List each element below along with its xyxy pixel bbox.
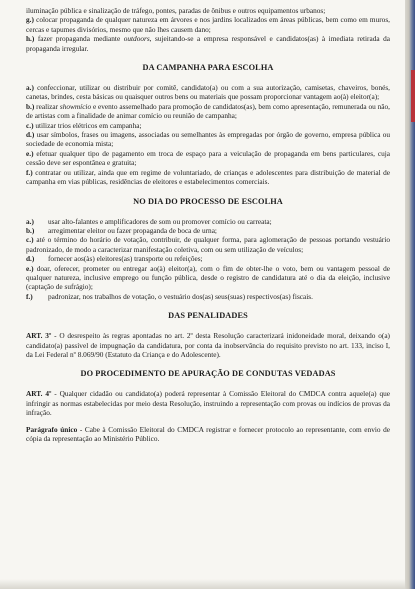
item-text: utilizar trios elétricos em campanha; <box>35 120 142 130</box>
dia-item-e <box>26 264 390 292</box>
dia-item-f <box>26 292 390 301</box>
item-label: d.) <box>26 130 35 140</box>
item-label: g.) <box>26 15 34 25</box>
article-4 <box>26 389 390 417</box>
document-body <box>26 6 390 443</box>
campanha-item-f <box>26 168 390 187</box>
item-text: usar alto-falantes e amplificadores de som ou promover comício ou carreata; <box>48 216 272 226</box>
item-label: h.) <box>26 34 35 44</box>
paragraph-label: Parágrafo único <box>26 424 78 434</box>
dia-item-b <box>26 226 390 235</box>
article-label: ART. 3º <box>26 331 52 341</box>
article-label: ART. 4º <box>26 389 52 399</box>
intro-item-g <box>26 15 390 34</box>
item-label: c.) <box>26 235 34 245</box>
section-heading-dia-escolha: NO DIA DO PROCESSO DE ESCOLHA <box>133 196 283 206</box>
item-text: , sujeitando-se a empresa responsável e candidatos(as) à imediata retirada da propaganda irregular. <box>26 34 390 53</box>
item-label: b.) <box>26 225 35 235</box>
item-text: e evento assemelhado para promoção de candidatos(as), bem como apresentação, remunerada ou não, de artistas com a finalidade de animar comício ou reunião de campanha; <box>26 101 391 121</box>
page-edge-red-mark <box>411 70 415 122</box>
campanha-item-d <box>26 130 390 149</box>
article-text: - Qualquer cidadão ou candidato(a) poderá representar à Comissão Eleitoral do CMDCA contra aquele(a) que infringir as normas estabelecidas por meio desta Resolução, instruindo a representação com provas ou indícios de provas da infração. <box>26 389 390 418</box>
dia-item-c <box>26 235 390 254</box>
intro-item-h <box>26 34 390 53</box>
item-label: f.) <box>26 167 33 177</box>
item-text: confeccionar, utilizar ou distribuir por comitê, candidato(a) ou com a sua autorização, camisetas, chaveiros, bonés, canetas, brindes, cesta básicas ou quaisquer outros bens ou materiais que possam proporcionar vantagem ao(à) eleitor(a); <box>26 83 390 102</box>
article-text: - O desrespeito às regras apontadas no art. 2º desta Resolução caracterizará inidoneidade moral, deixando o(a) candidato(a) passível de impugnação da candidatura, por conta da inobservância do requisito previsto no art. 133, inciso I, da Lei Federal nº 8.069/90 (Estatuto da Criança e do Adolescente). <box>26 331 390 359</box>
item-label: e.) <box>26 148 34 158</box>
dia-item-d <box>26 254 390 263</box>
dia-item-a <box>26 217 390 226</box>
campanha-item-c <box>26 121 390 130</box>
section-heading-apuracao: DO PROCEDIMENTO DE APURAÇÃO DE CONDUTAS VEDADAS <box>80 369 336 379</box>
article-3 <box>26 331 390 359</box>
spacer <box>26 418 390 425</box>
intro-line: iluminação pública e sinalização de tráfego, pontes, paradas de ônibus e outros equipamentos urbanos; <box>26 6 326 15</box>
campanha-item-a <box>26 83 390 102</box>
item-label: a.) <box>26 216 34 226</box>
item-text: arregimentar eleitor ou fazer propaganda de boca de urna; <box>48 225 217 235</box>
item-text: doar, oferecer, prometer ou entregar ao(à) eleitor(a), com o fim de obter-lhe o voto, bem ou vantagem pessoal de qualquer natureza, inclusive emprego ou função pública, desde o registro de candidatura até o dia da eleição, inclusive (captação de sufrágio); <box>26 263 390 292</box>
item-label: a.) <box>26 83 34 93</box>
item-text: realizar <box>36 101 60 111</box>
item-label: e.) <box>26 263 34 273</box>
section-heading-campanha: DA CAMPANHA PARA ESCOLHA <box>142 63 274 73</box>
item-text: efetuar qualquer tipo de pagamento em troca de espaço para a veiculação de propaganda em bens particulares, cuja cessão deve ser espontânea e gratuita; <box>26 148 390 168</box>
item-label: f.) <box>26 291 33 301</box>
paragraph-text: - Cabe à Comissão Eleitoral do CMDCA registrar e fornecer protocolo ao representante, com envio de cópia da representação ao Ministério Público. <box>26 424 390 443</box>
item-text: contratar ou utilizar, ainda que em regime de voluntariado, de crianças e adolescentes para distribuição de material de campanha em vias públicas, residências de eleitores e estabelecimentos comerciais. <box>26 167 390 187</box>
item-label: d.) <box>26 254 35 264</box>
item-text: colocar propaganda de qualquer natureza em árvores e nos jardins localizados em áreas públicas, bem como em muros, cercas e tapumes divisórios, mesmo que não lhes causem dano; <box>26 15 390 34</box>
paragrafo-unico <box>26 425 390 444</box>
item-label: b.) <box>26 101 35 111</box>
item-text: padronizar, nos trabalhos de votação, o vestuário dos(as) seus(suas) respectivos(as) fiscais. <box>48 291 313 301</box>
item-text: até o término do horário de votação, contribuir, de qualquer forma, para aglomeração de pessoas portando vestuário padronizado, de modo a caracterizar manifestação coletiva, com ou sem utilização de veículos; <box>26 235 391 254</box>
campanha-item-e <box>26 149 390 168</box>
item-text-italic: showmício <box>59 101 92 111</box>
section-heading-penalidades: DAS PENALIDADES <box>168 311 248 321</box>
scan-bottom-shadow <box>0 579 405 589</box>
item-label: c.) <box>26 120 34 130</box>
item-text: usar símbolos, frases ou imagens, associadas ou semelhantes às empregadas por órgão de governo, empresa pública ou sociedade de economia mista; <box>26 130 391 149</box>
item-text: fazer propaganda mediante <box>37 34 124 44</box>
item-text: fornecer aos(às) eleitores(as) transporte ou refeições; <box>48 254 203 264</box>
campanha-item-b <box>26 102 390 121</box>
item-text-italic: outdoors <box>123 34 150 44</box>
